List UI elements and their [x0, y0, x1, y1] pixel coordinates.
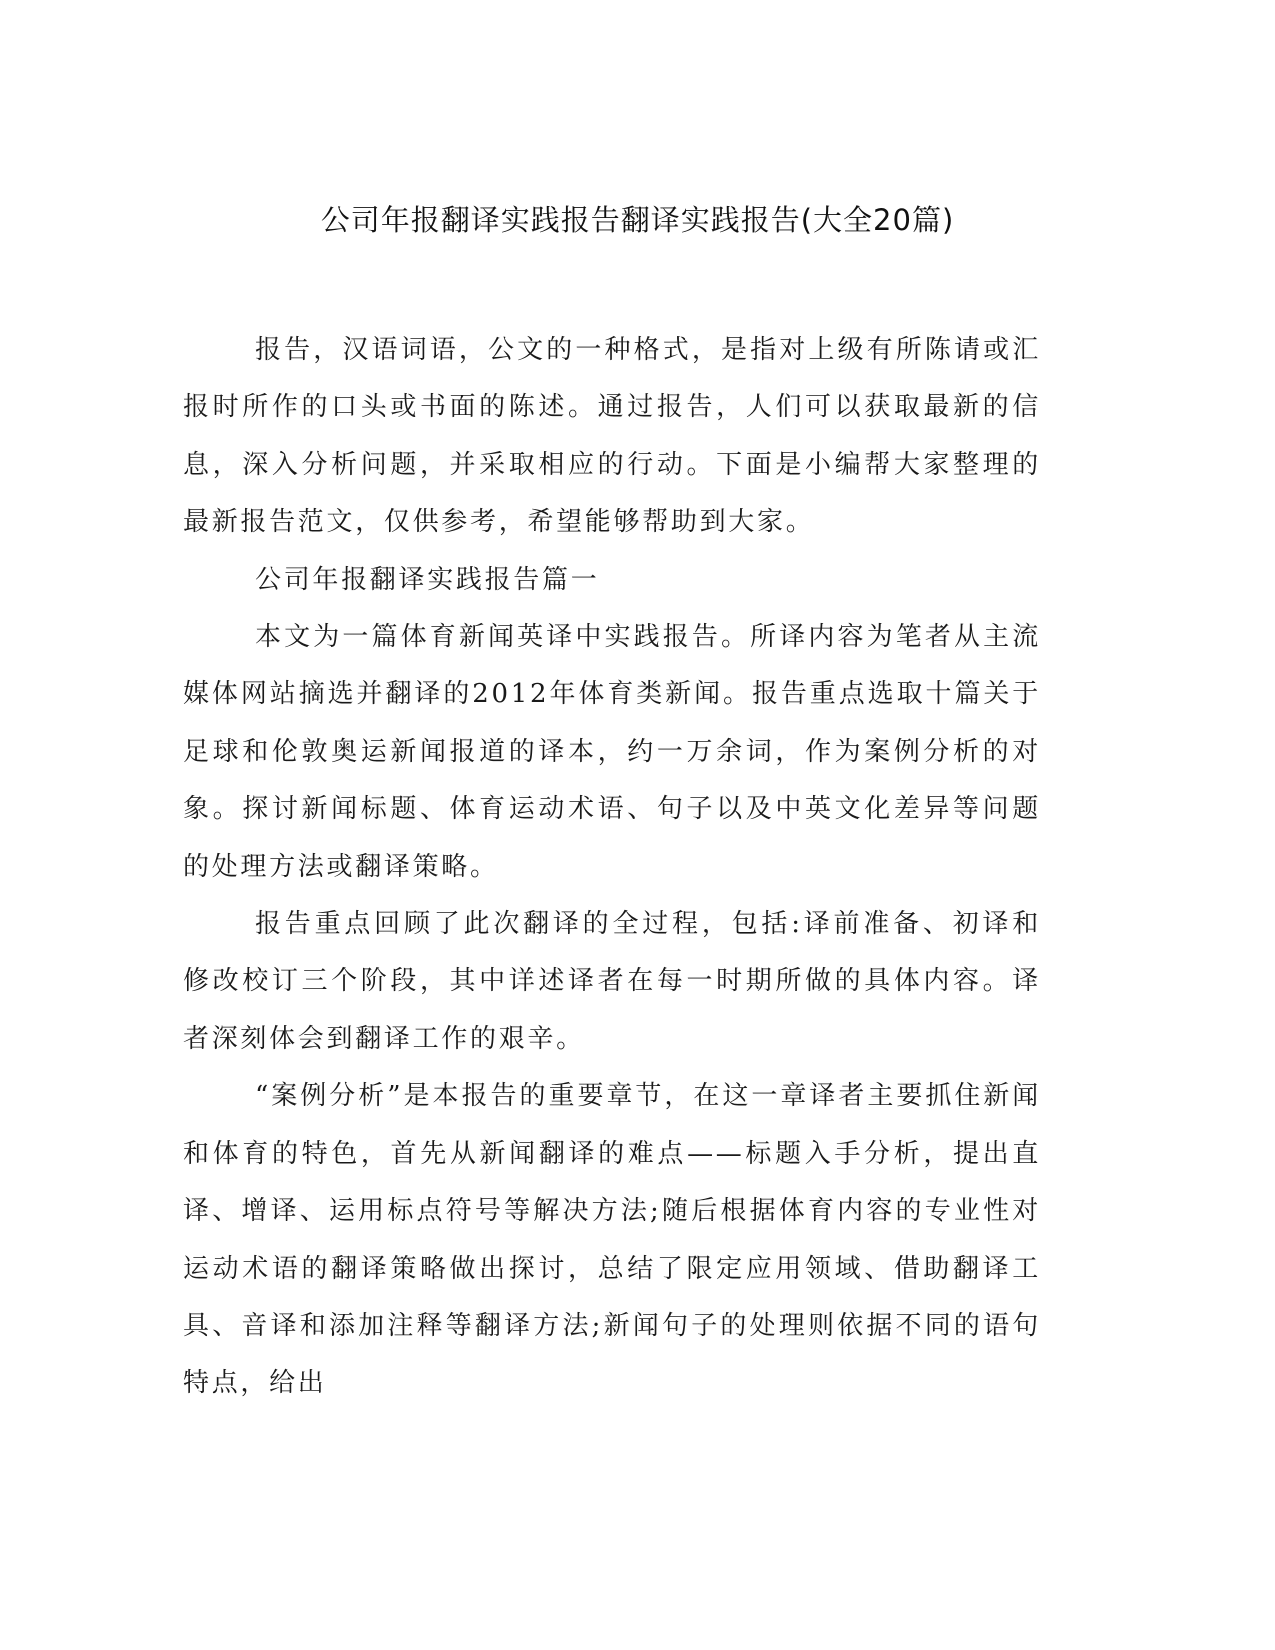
intro-paragraph: 报告，汉语词语，公文的一种格式，是指对上级有所陈请或汇报时所作的口头或书面的陈述。通过报告，人们可以获取最新的信息，深入分析问题，并采取相应的行动。下面是小编帮大家整理的最新报告范文，仅供参考，希望能够帮助到大家。: [183, 335, 1041, 538]
body-paragraph: 本文为一篇体育新闻英译中实践报告。所译内容为笔者从主流媒体网站摘选并翻译的2012年体育类新闻。报告重点选取十篇关于足球和伦敦奥运新闻报道的译本，约一万余词，作为案例分析的对象。探讨新闻标题、体育运动术语、句子以及中英文化差异等问题的处理方法或翻译策略。: [183, 622, 1041, 882]
body-paragraph: “案例分析”是本报告的重要章节，在这一章译者主要抓住新闻和体育的特色，首先从新闻翻译的难点——标题入手分析，提出直译、增译、运用标点符号等解决方法;随后根据体育内容的专业性对运动术语的翻译策略做出探讨，总结了限定应用领域、借助翻译工具、音译和添加注释等翻译方法;新闻句子的处理则依据不同的语句特点，给出: [183, 1081, 1041, 1399]
section-heading: 公司年报翻译实践报告篇一: [255, 564, 600, 595]
document-title: 公司年报翻译实践报告翻译实践报告(大全20篇): [320, 203, 955, 237]
body-paragraph: 报告重点回顾了此次翻译的全过程，包括:译前准备、初译和修改校订三个阶段，其中详述译者在每一时期所做的具体内容。译者深刻体会到翻译工作的艰辛。: [183, 909, 1041, 1054]
document-body: [183, 322, 1041, 1413]
